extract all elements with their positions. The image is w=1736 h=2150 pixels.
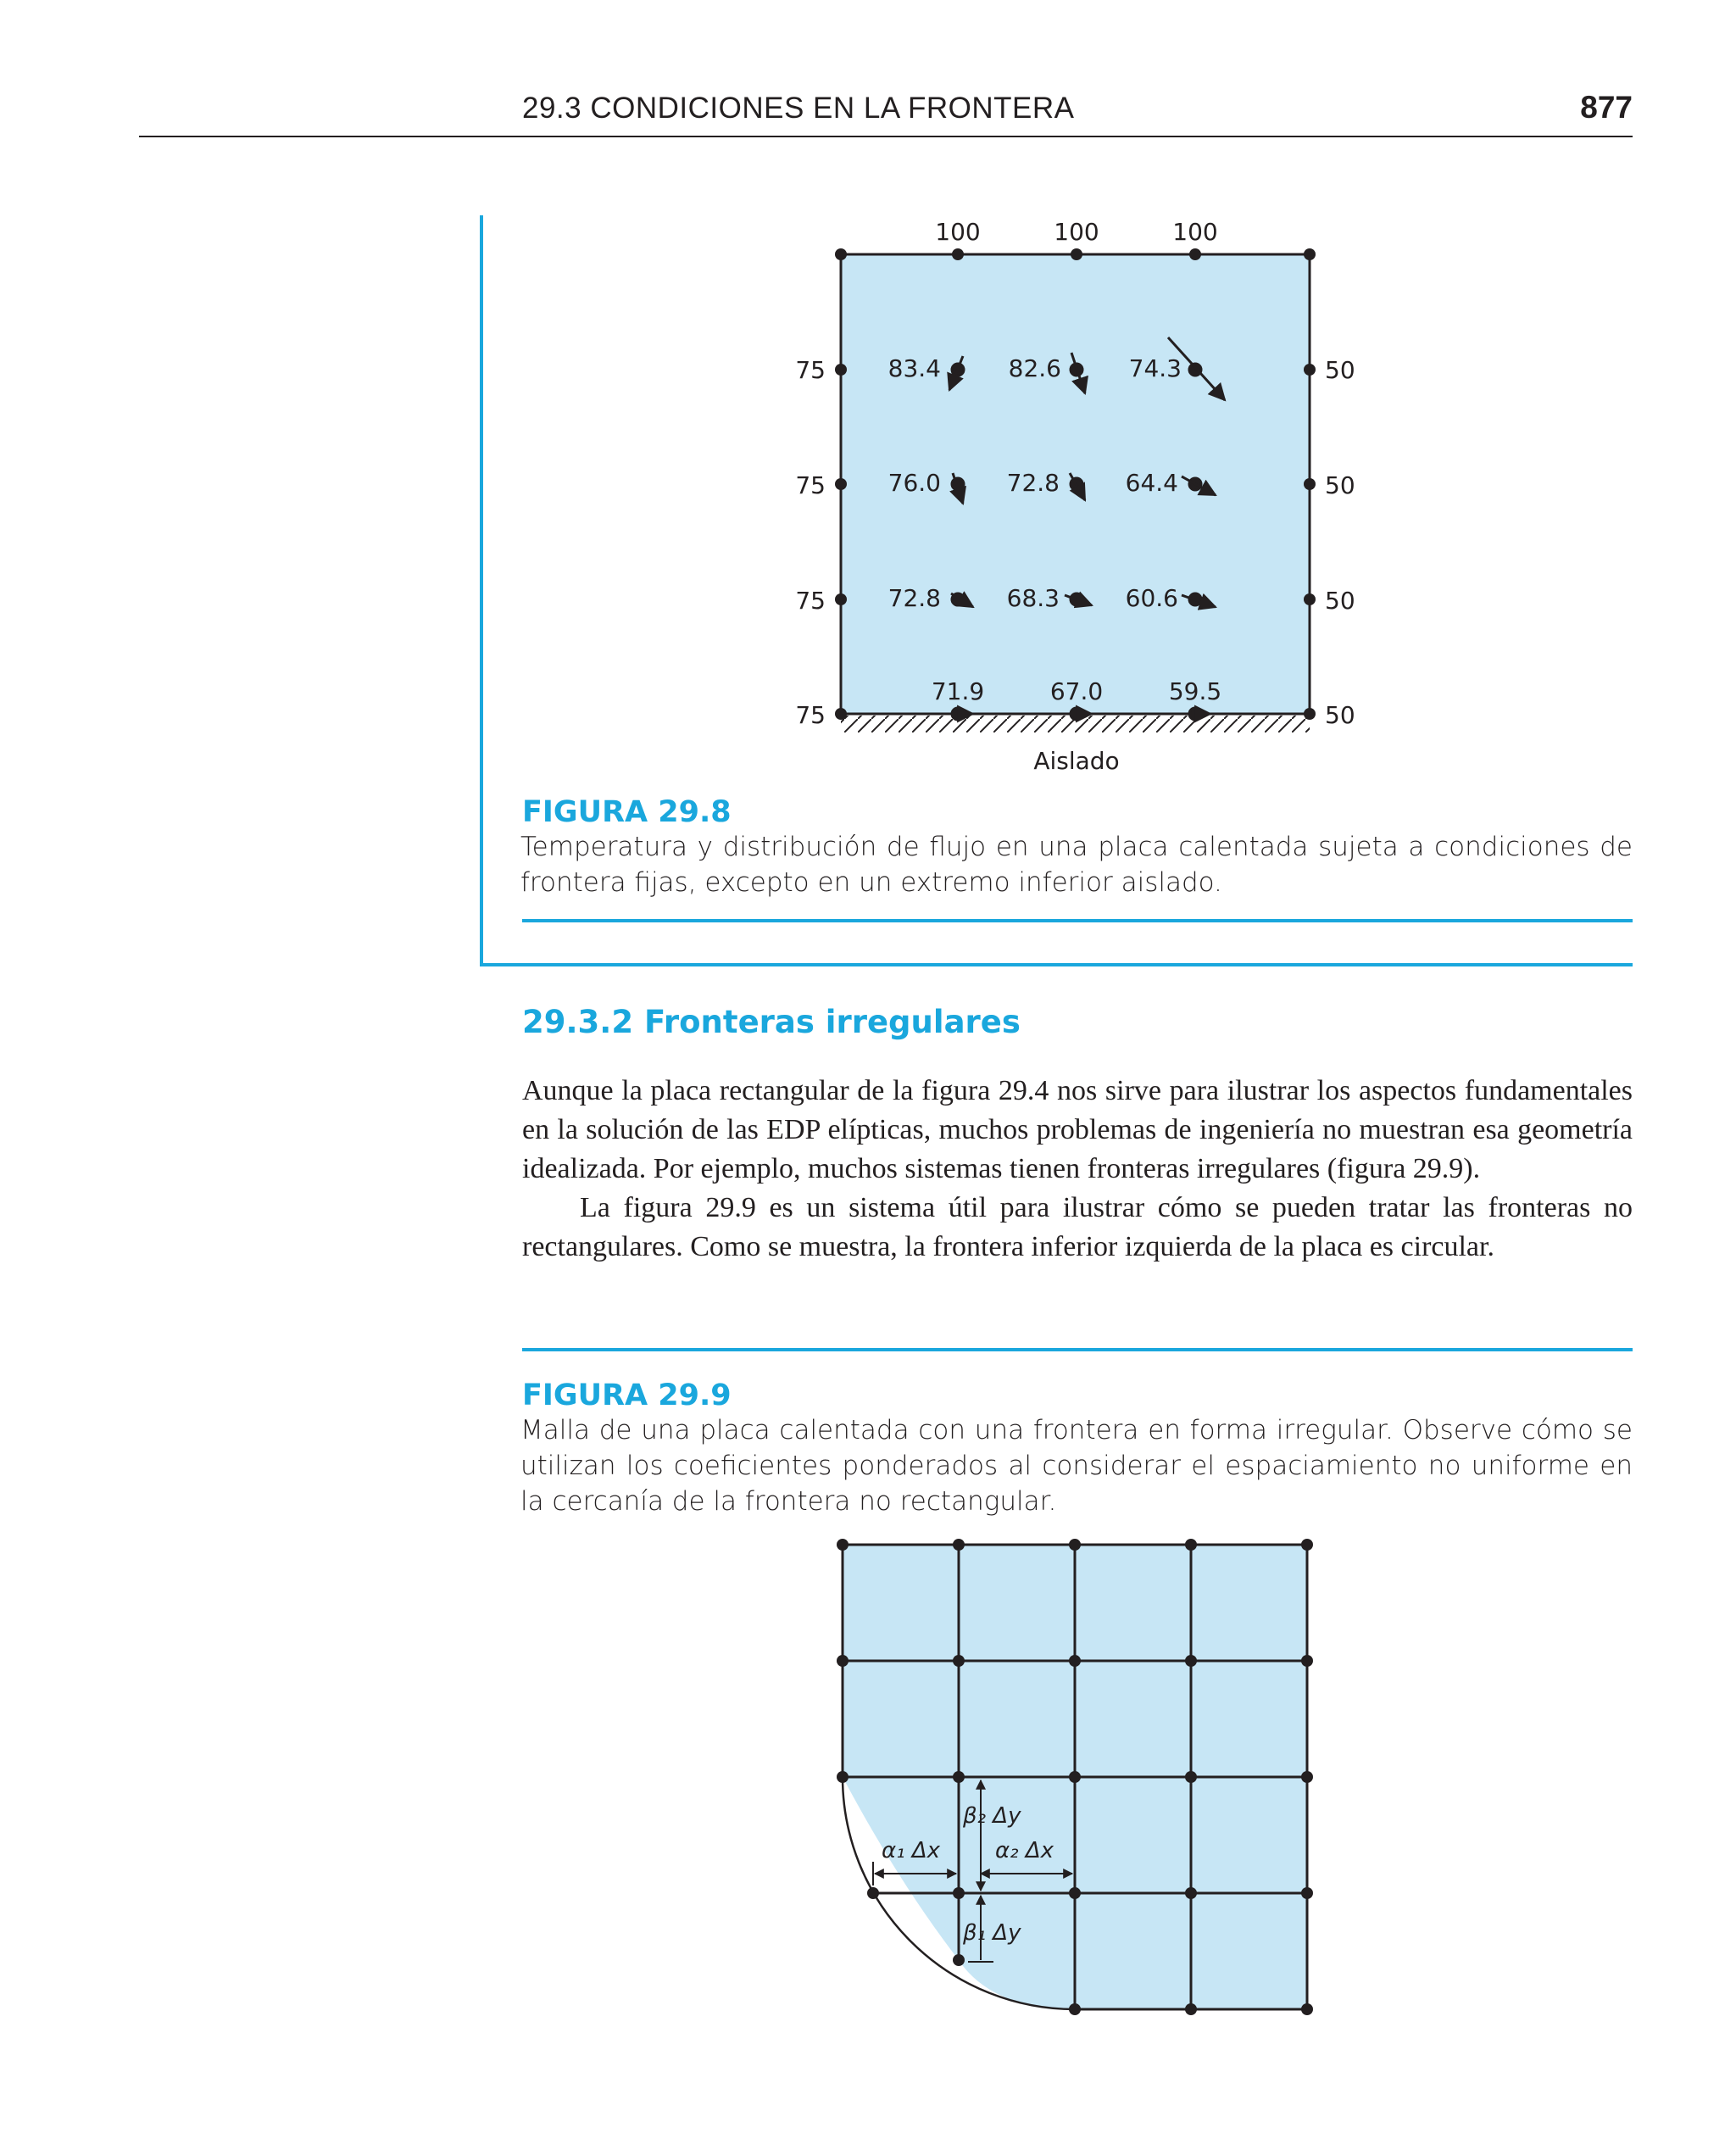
left-value: 75 (795, 587, 826, 615)
figure-29-8-caption: Temperatura y distribución de flujo en una placa calentada sujeta a condiciones de frontera fijas, excepto en un extremo inferior aislado. (520, 832, 1633, 898)
figure-29-9-diagram (814, 1526, 1339, 2035)
paragraph: Aunque la placa rectangular de la figura 29.4 nos sirve para ilustrar los aspectos fundamentales en la solución de las EDP elípticas, muchos problemas de ingeniería no muestran esa geometría idealizada. Por ejemplo, muchos sistemas tienen fronteras irregulares (figura 29.9). (522, 1075, 1633, 1184)
figure-bottom-bar (480, 963, 1633, 966)
figure-29-9-label: FIGURA 29.9 (522, 1379, 732, 1412)
caption-rule (522, 919, 1633, 922)
alpha2-label: α₂ Δx (995, 1838, 1054, 1863)
caption-rule (522, 1348, 1633, 1351)
beta2-label: β₂ Δy (963, 1803, 1021, 1829)
bottom-temperature: 71.9 (931, 677, 985, 705)
interior-temperature: 64.4 (1125, 469, 1178, 497)
interior-temperature: 76.0 (887, 469, 941, 497)
section-heading: 29.3.2 Fronteras irregulares (522, 1004, 1021, 1040)
figure-29-9-caption: Malla de una placa calentada con una frontera en forma irregular. Observe cómo se utilizan los coeficientes ponderados al considerar el espaciamiento no uniforme en la cercanía de la frontera no rectangular. (520, 1415, 1633, 1517)
top-value: 100 (1054, 218, 1099, 246)
interior-temperature: 74.3 (1128, 354, 1182, 382)
interior-temperature: 82.6 (1008, 354, 1061, 382)
header-rule (139, 136, 1633, 137)
alpha1-label: α₁ Δx (882, 1838, 940, 1863)
insulated-label: Aislado (1033, 747, 1120, 775)
bottom-temperature: 67.0 (1049, 677, 1104, 705)
page-number: 877 (1580, 90, 1633, 125)
top-value: 100 (1172, 218, 1218, 246)
right-value: 50 (1325, 471, 1355, 499)
left-value: 75 (795, 701, 826, 729)
interior-temperature: 72.8 (887, 584, 941, 612)
body-text (522, 1072, 1633, 1267)
figure-side-bar (480, 215, 483, 966)
bottom-temperature: 59.5 (1168, 677, 1222, 705)
left-value: 75 (795, 471, 826, 499)
beta1-label: β₁ Δy (963, 1920, 1021, 1946)
interior-temperature: 68.3 (1006, 584, 1060, 612)
running-head: 29.3 CONDICIONES EN LA FRONTERA (522, 92, 1075, 125)
figure-29-8-diagram (763, 203, 1390, 788)
interior-temperature: 60.6 (1125, 584, 1178, 612)
interior-temperature: 83.4 (887, 354, 941, 382)
right-value: 50 (1325, 701, 1355, 729)
interior-temperature: 72.8 (1006, 469, 1060, 497)
left-value: 75 (795, 356, 826, 384)
paragraph: La figura 29.9 es un sistema útil para ilustrar cómo se pueden tratar las fronteras no rectangulares. Como se muestra, la frontera inferior izquierda de la placa es circular. (522, 1192, 1633, 1262)
figure-29-8-label: FIGURA 29.8 (522, 795, 732, 829)
right-value: 50 (1325, 356, 1355, 384)
right-value: 50 (1325, 587, 1355, 615)
top-value: 100 (935, 218, 981, 246)
